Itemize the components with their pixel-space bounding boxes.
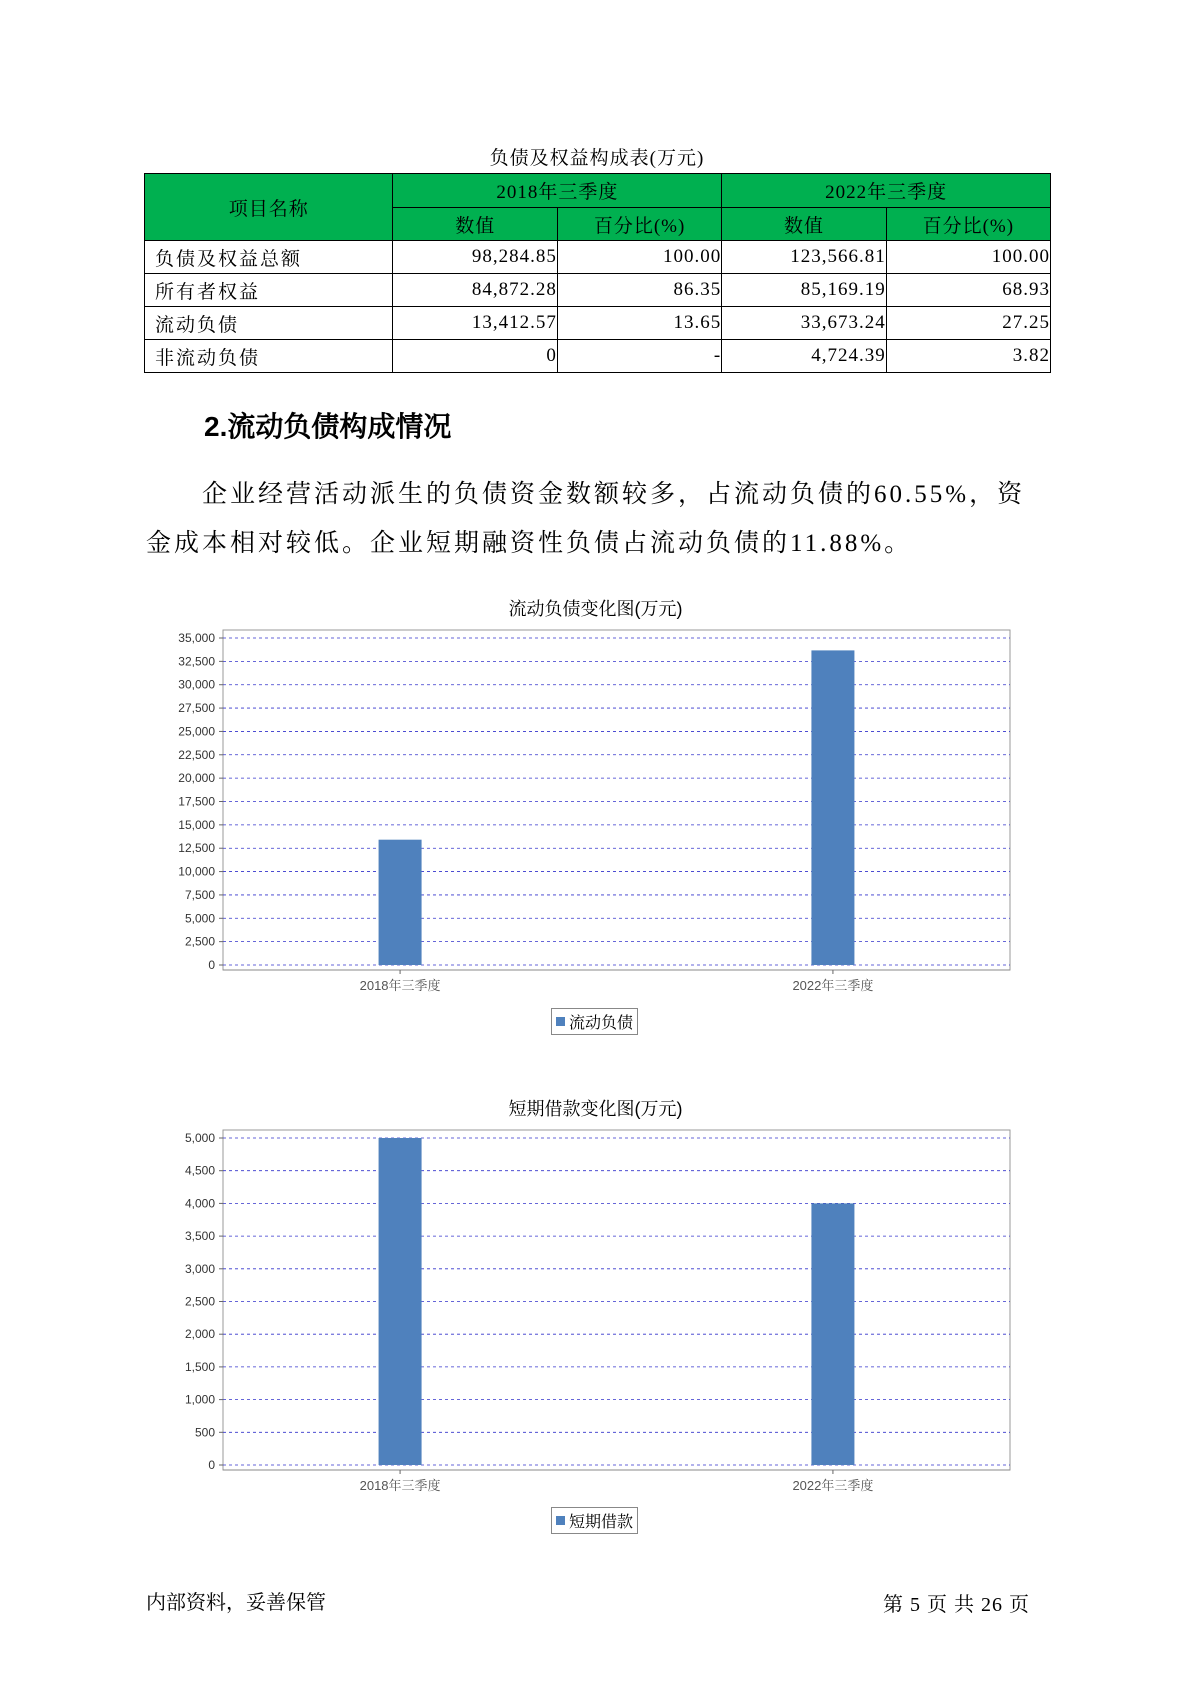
cell-percent: 27.25: [886, 307, 1050, 340]
x-tick-label: 2018年三季度: [359, 1478, 441, 1493]
header-period-2022: 2022年三季度: [722, 174, 1051, 208]
bar: [379, 840, 422, 965]
y-tick-label: 15,000: [178, 817, 215, 832]
chart-title: 短期借款变化图(万元): [508, 1099, 683, 1119]
x-tick-label: 2018年三季度: [359, 978, 441, 993]
row-name: 流动负债: [145, 307, 393, 340]
cell-value: 84,872.28: [393, 274, 557, 307]
legend-swatch: [556, 1516, 565, 1525]
y-tick-label: 2,000: [184, 1327, 215, 1342]
y-tick-label: 1,000: [184, 1392, 215, 1407]
y-tick-label: 2,500: [184, 934, 215, 949]
cell-percent: 3.82: [886, 340, 1050, 373]
section-heading: 2.流动负债构成情况: [204, 411, 452, 442]
row-name: 所有者权益: [145, 274, 393, 307]
y-tick-label: 10,000: [178, 864, 215, 879]
liability-equity-table: [144, 173, 1051, 373]
header-period-2018: 2018年三季度: [393, 174, 722, 208]
y-tick-label: 7,500: [184, 887, 215, 902]
y-tick-label: 500: [194, 1425, 215, 1440]
y-tick-label: 32,500: [178, 654, 215, 669]
row-name: 非流动负债: [145, 340, 393, 373]
cell-value: 123,566.81: [722, 241, 887, 274]
footer-page-number: 第 5 页 共 26 页: [883, 1594, 1030, 1616]
y-tick-label: 1,500: [184, 1359, 215, 1374]
cell-value: 85,169.19: [722, 274, 887, 307]
x-tick-label: 2022年三季度: [792, 1478, 874, 1493]
chart-legend: [551, 1008, 638, 1035]
plot-area: [223, 1130, 1010, 1470]
chart-title: 流动负债变化图(万元): [508, 599, 683, 619]
cell-percent: 13.65: [557, 307, 721, 340]
y-tick-label: 4,000: [184, 1196, 215, 1211]
y-tick-label: 35,000: [178, 631, 215, 645]
header-percent: 百分比(%): [557, 208, 721, 241]
y-tick-label: 2,500: [184, 1294, 215, 1309]
bar: [811, 650, 854, 965]
y-tick-label: 5,000: [184, 911, 215, 926]
y-tick-label: 25,000: [178, 724, 215, 739]
short-term-loans-chart: [0, 1130, 1191, 1510]
cell-percent: 68.93: [886, 274, 1050, 307]
y-tick-label: 0: [208, 958, 215, 972]
y-tick-label: 30,000: [178, 677, 215, 692]
y-tick-label: 12,500: [178, 841, 215, 856]
cell-value: 98,284.85: [393, 241, 557, 274]
cell-value: 4,724.39: [722, 340, 887, 373]
table-row: [145, 307, 1051, 340]
cell-percent: 100.00: [886, 241, 1050, 274]
y-tick-label: 4,500: [184, 1163, 215, 1178]
body-paragraph: 企业经营活动派生的负债资金数额较多，占流动负债的60.55%，资金成本相对较低。企业短期融资性负债占流动负债的11.88%。: [146, 481, 1026, 557]
footer-confidential: 内部资料，妥善保管: [146, 1592, 326, 1614]
cell-percent: 100.00: [557, 241, 721, 274]
y-tick-label: 3,000: [184, 1261, 215, 1276]
header-value: 数值: [393, 208, 557, 241]
header-value: 数值: [722, 208, 887, 241]
legend-label: 短期借款: [569, 1514, 634, 1531]
table-caption: 负债及权益构成表(万元): [489, 148, 705, 169]
table-row: [145, 241, 1051, 274]
legend-swatch: [556, 1017, 565, 1026]
cell-value: 33,673.24: [722, 307, 887, 340]
y-tick-label: 3,500: [184, 1229, 215, 1244]
y-tick-label: 27,500: [178, 701, 215, 716]
y-tick-label: 22,500: [178, 747, 215, 762]
x-tick-label: 2022年三季度: [792, 978, 874, 993]
cell-percent: 86.35: [557, 274, 721, 307]
y-tick-label: 17,500: [178, 794, 215, 809]
bar: [379, 1138, 422, 1465]
plot-area: [223, 630, 1010, 970]
header-item-name: 项目名称: [145, 174, 393, 241]
cell-value: 13,412.57: [393, 307, 557, 340]
header-percent: 百分比(%): [886, 208, 1050, 241]
chart-legend: [551, 1507, 638, 1534]
legend-label: 流动负债: [569, 1015, 634, 1032]
table-row: [145, 340, 1051, 373]
y-tick-label: 20,000: [178, 771, 215, 786]
cell-value: 0: [393, 340, 557, 373]
row-name: 负债及权益总额: [145, 241, 393, 274]
table-row: [145, 274, 1051, 307]
cell-percent: -: [557, 340, 721, 373]
bar: [811, 1203, 854, 1465]
current-liabilities-chart: [0, 630, 1191, 1010]
y-tick-label: 0: [208, 1458, 215, 1472]
y-tick-label: 5,000: [184, 1131, 215, 1145]
